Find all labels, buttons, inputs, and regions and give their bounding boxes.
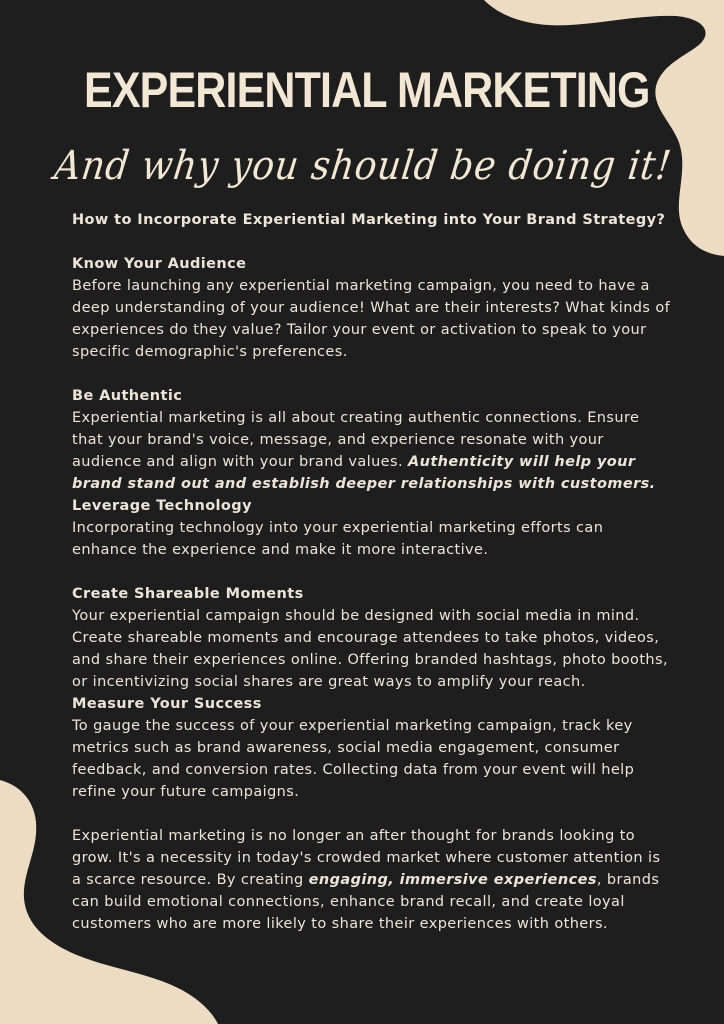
section-body-know-your-audience: Before launching any experiential marketing campaign, you need to have a deep understanding of your audience! What are their interests? What kinds of experiences do they value? Tailor your event or activation to speak to your specific demographic's preferences. xyxy=(72,278,671,360)
section-body-emphasis: Authenticity will help your brand stand out and establish deeper relationships with customers. xyxy=(72,454,656,492)
section-heading-create-shareable-moments: Create Shareable Moments xyxy=(72,586,304,602)
section-heading-leverage-technology: Leverage Technology xyxy=(72,498,252,514)
article-body xyxy=(72,209,672,935)
section-body-create-shareable-moments: Your experiential campaign should be designed with social media in mind. Create shareable moments and encourage attendees to take photos, videos, and share their experiences online. Offering branded hashtags, photo booths, or incentivizing social shares are great ways to amplify your reach. xyxy=(72,608,668,690)
conclusion-paragraph xyxy=(72,825,672,935)
conclusion-text-before: Experiential marketing is no longer an after thought for brands looking to grow. It's a necessity in today's crowded market where customer attention is a scarce resource. By creating xyxy=(72,828,661,888)
page-subtitle: And why you should be doing it! xyxy=(51,143,675,189)
section-body-measure-your-success: To gauge the success of your experiential marketing campaign, track key metrics such as brand awareness, social media engagement, consumer feedback, and conversion rates. Collecting data from your event will help refine your future campaigns. xyxy=(72,718,635,800)
section-body-be-authentic xyxy=(72,407,672,495)
section-heading-measure-your-success: Measure Your Success xyxy=(72,696,262,712)
section-heading-know-your-audience: Know Your Audience xyxy=(72,256,247,272)
spacer xyxy=(72,803,672,825)
conclusion-emphasis: engaging, immersive experiences xyxy=(308,872,597,888)
spacer xyxy=(72,363,672,385)
section-body-leverage-technology: Incorporating technology into your experiential marketing efforts can enhance the experience and make it more interactive. xyxy=(72,520,604,558)
spacer xyxy=(72,231,672,253)
section-heading-be-authentic: Be Authentic xyxy=(72,388,183,404)
conclusion-text-after: , brands can build emotional connections, enhance brand recall, and create loyal customers who are more likely to share their experiences with others. xyxy=(72,872,660,932)
spacer xyxy=(72,561,672,583)
section-body-text: Experiential marketing is all about creating authentic connections. Ensure that your brand's voice, message, and experience resonate with your audience and align with your brand values. xyxy=(72,410,640,470)
page-title: EXPERIENTIAL MARKETING xyxy=(84,62,650,118)
intro-question: How to Incorporate Experiential Marketing into Your Brand Strategy? xyxy=(72,212,666,228)
